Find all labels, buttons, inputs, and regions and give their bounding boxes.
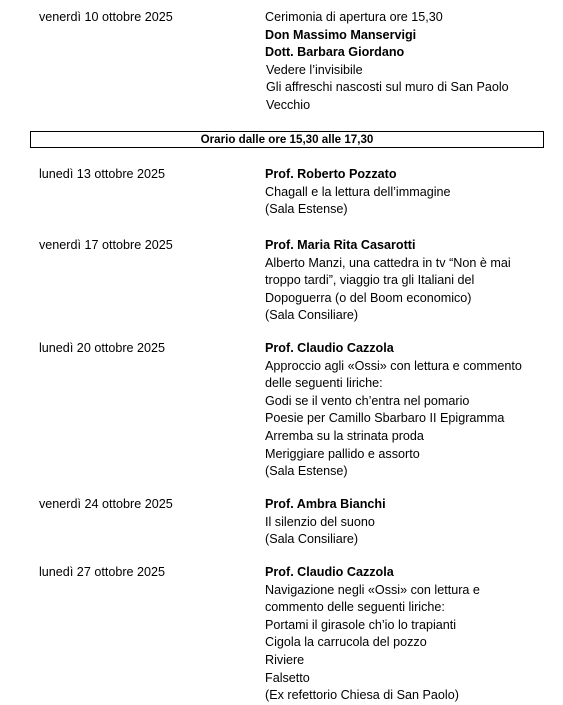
- entry-line: Alberto Manzi, una cattedra in tv “Non è mai: [265, 255, 511, 270]
- entry-line: Riviere: [265, 652, 305, 667]
- entry-date: venerdì 10 ottobre 2025: [39, 10, 173, 24]
- entry-date: lunedì 13 ottobre 2025: [39, 167, 166, 181]
- entry-content: [265, 166, 555, 219]
- entry-date: venerdì 24 ottobre 2025: [39, 497, 173, 511]
- entry-venue: (Sala Estense): [265, 202, 348, 217]
- entry-line: Dopoguerra (o del Boom economico): [265, 290, 472, 305]
- entry-date: venerdì 17 ottobre 2025: [39, 238, 173, 252]
- entry-date: lunedì 27 ottobre 2025: [39, 565, 166, 579]
- entry-venue: (Ex refettorio Chiesa di San Paolo): [265, 688, 459, 703]
- entry-line: Gli affreschi nascosti sul muro di San Paolo: [266, 80, 509, 95]
- entry-line: commento delle seguenti liriche:: [265, 600, 445, 615]
- entry-line: Navigazione negli «Ossi» con lettura e: [265, 582, 480, 597]
- entry-venue: (Sala Consiliare): [265, 532, 359, 547]
- speaker-name: Prof. Ambra Bianchi: [265, 497, 386, 511]
- entry-line: Meriggiare pallido e assorto: [265, 446, 420, 461]
- speaker-name: Prof. Roberto Pozzato: [265, 167, 397, 181]
- speaker-name: Don Massimo Manservigi: [265, 27, 417, 42]
- schedule-banner: Orario dalle ore 15,30 alle 17,30: [30, 131, 544, 148]
- entry-line: Vecchio: [266, 97, 311, 112]
- entry-line: Cerimonia di apertura ore 15,30: [265, 10, 443, 24]
- entry-venue: (Sala Consiliare): [265, 308, 359, 323]
- entry-line: Arremba su la strinata proda: [265, 428, 424, 443]
- entry-line: delle seguenti liriche:: [265, 376, 383, 391]
- entry-line: Vedere l’invisibile: [266, 62, 363, 77]
- entry-line: Falsetto: [265, 670, 310, 685]
- entry-line: Cigola la carrucola del pozzo: [265, 635, 427, 650]
- entry-line: Poesie per Camillo Sbarbaro II Epigramma: [265, 411, 505, 426]
- entry-content: [265, 496, 555, 549]
- entry-date: lunedì 20 ottobre 2025: [39, 341, 166, 355]
- speaker-name: Prof. Claudio Cazzola: [265, 565, 394, 579]
- entry-line: Il silenzio del suono: [265, 514, 375, 529]
- entry-line: Approccio agli «Ossi» con lettura e commento: [265, 358, 522, 373]
- entry-venue: (Sala Estense): [265, 464, 348, 479]
- entry-content: [265, 237, 555, 325]
- entry-content: [265, 9, 555, 115]
- entry-line: Godi se il vento ch’entra nel pomario: [265, 393, 470, 408]
- entry-line: troppo tardi”, viaggio tra gli Italiani del: [265, 273, 475, 288]
- entry-content: [265, 340, 555, 481]
- speaker-name: Dott. Barbara Giordano: [265, 45, 405, 60]
- speaker-name: Prof. Maria Rita Casarotti: [265, 238, 416, 252]
- speaker-name: Prof. Claudio Cazzola: [265, 341, 394, 355]
- entry-content: [265, 564, 555, 705]
- entry-line: Portami il girasole ch’io lo trapianti: [265, 617, 457, 632]
- entry-line: Chagall e la lettura dell’immagine: [265, 184, 451, 199]
